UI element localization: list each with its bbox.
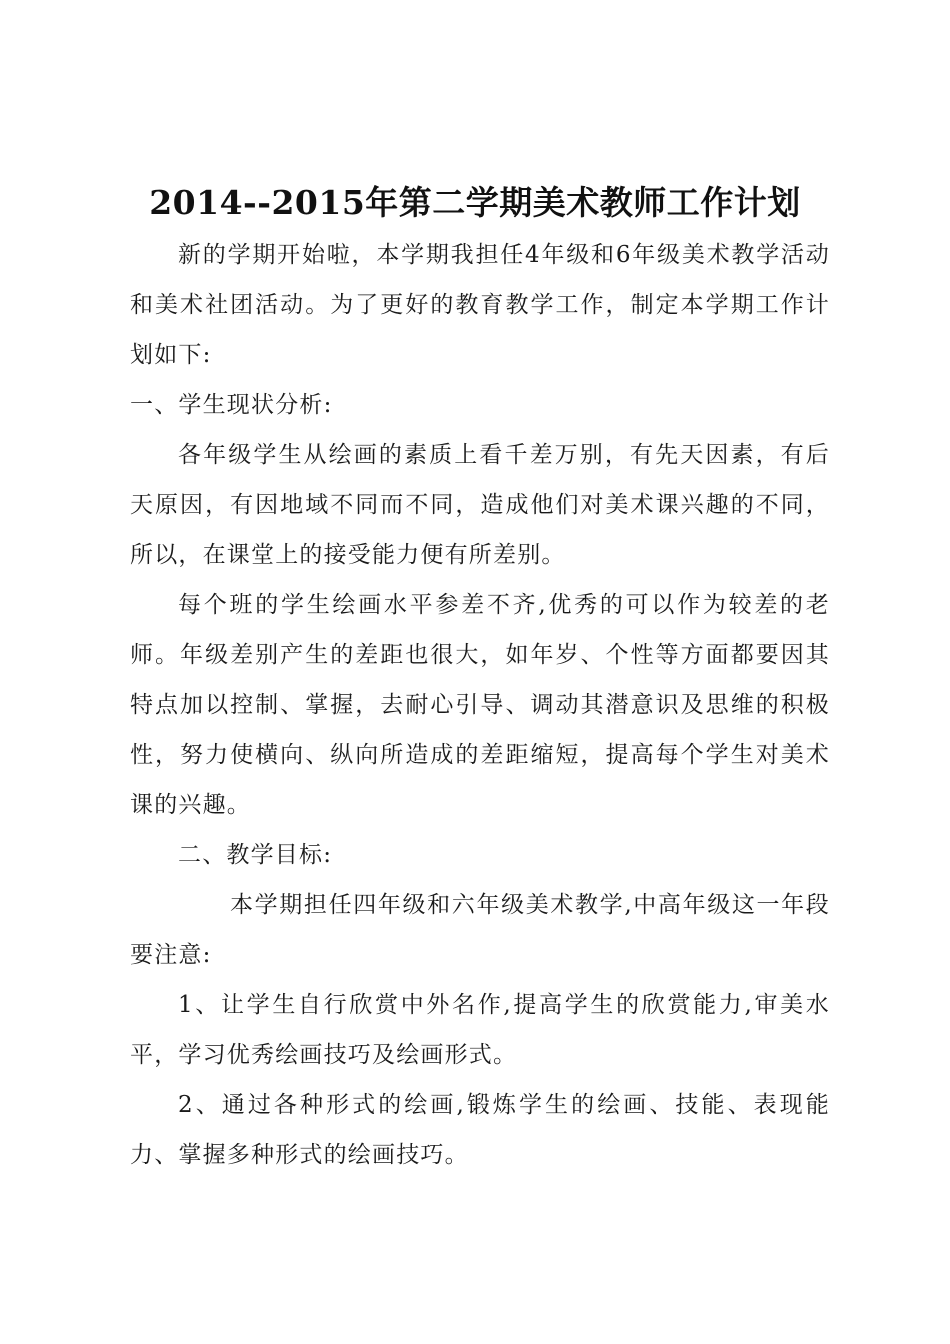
document-body [130,230,830,1180]
paragraph-student-differences: 各年级学生从绘画的素质上看千差万别，有先天因素，有后天原因，有因地域不同而不同，造成他们对美术课兴趣的不同，所以，在课堂上的接受能力便有所差别。 [130,442,830,568]
goal-item-2: 2、通过各种形式的绘画,锻炼学生的绘画、技能、表现能力、掌握多种形式的绘画技巧。 [130,1092,830,1168]
paragraph-class-levels: 每个班的学生绘画水平参差不齐,优秀的可以作为较差的老师。年级差别产生的差距也很大，如年岁、个性等方面都要因其特点加以控制、掌握，去耐心引导、调动其潜意识及思维的积极性，努力使横向、纵向所造成的差距缩短，提高每个学生对美术课的兴趣。 [130,592,830,818]
section-heading-teaching-goals: 二、教学目标: [178,842,333,868]
paragraph-intro: 新的学期开始啦，本学期我担任4年级和6年级美术教学活动和美术社团活动。为了更好的教育教学工作，制定本学期工作计划如下: [130,242,830,368]
document-title: 2014--2015年第二学期美术教师工作计划 [149,183,801,222]
paragraph-goals-intro: 本学期担任四年级和六年级美术教学,中高年级这一年段要注意: [130,892,830,968]
goal-item-1: 1、让学生自行欣赏中外名作,提高学生的欣赏能力,审美水平，学习优秀绘画技巧及绘画形式。 [130,992,830,1068]
section-heading-student-analysis: 一、学生现状分析: [130,392,333,418]
